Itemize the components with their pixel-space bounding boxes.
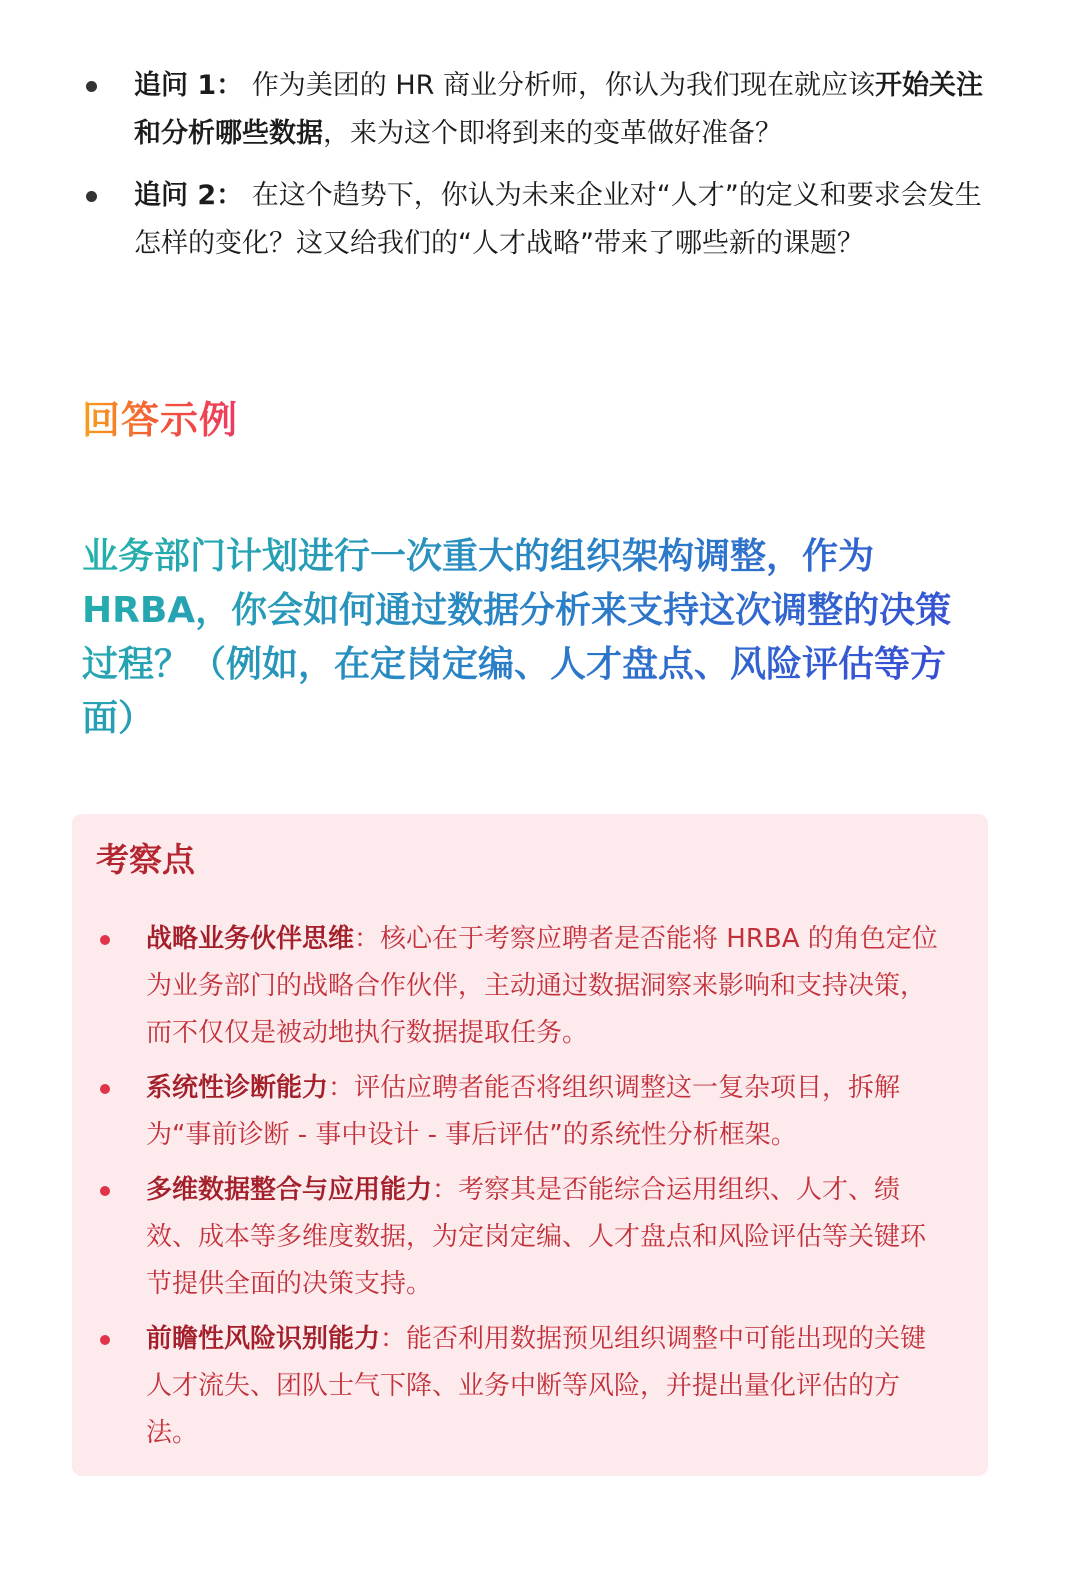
bullet-icon [100, 1335, 110, 1345]
point-text: ：核心在于考察应聘者是否能将 HRBA 的角色定位为业务部门的战略合作伙伴，主动通过数据洞察来影响和支持决策，而不仅仅是被动地执行数据提取任务。 [146, 924, 938, 1048]
follow-up-label: 追问 1： [134, 70, 244, 101]
point-text: ：能否利用数据预见组织调整中可能出现的关键人才流失、团队士气下降、业务中断等风险，并提出量化评估的方法。 [146, 1324, 927, 1448]
assessment-point [98, 1167, 948, 1308]
assessment-points-card [72, 814, 988, 1476]
point-text: ：评估应聘者能否将组织调整这一复杂项目，拆解为“事前诊断 - 事中设计 - 事后评估”的系统性分析框架。 [146, 1073, 901, 1150]
assessment-points-list [98, 916, 948, 1465]
assessment-point [98, 916, 948, 1057]
bullet-icon [86, 81, 97, 92]
point-label: 前瞻性风险识别能力 [146, 1324, 381, 1354]
bullet-icon [100, 935, 110, 945]
interview-question: 业务部门计划进行一次重大的组织架构调整，作为 HRBA，你会如何通过数据分析来支持这次调整的决策过程？（例如，在定岗定编、人才盘点、风险评估等方面） [82, 530, 982, 746]
follow-up-item [86, 172, 986, 268]
section-title: 回答示例 [82, 392, 238, 448]
follow-up-item [86, 62, 986, 158]
follow-up-text: 在这个趋势下，你认为未来企业对“人才”的定义和要求会发生怎样的变化？这又给我们的“人才战略”带来了哪些新的课题？ [134, 180, 982, 259]
follow-up-label: 追问 2： [134, 180, 244, 211]
follow-up-text-end: ，来为这个即将到来的变革做好准备？ [323, 118, 782, 149]
point-label: 战略业务伙伴思维 [146, 924, 355, 954]
assessment-point [98, 1316, 948, 1457]
point-text: ：考察其是否能综合运用组织、人才、绩效、成本等多维度数据，为定岗定编、人才盘点和风险评估等关键环节提供全面的决策支持。 [146, 1175, 927, 1299]
point-label: 系统性诊断能力 [146, 1073, 329, 1103]
bullet-icon [100, 1084, 110, 1094]
follow-up-emphasis: 开始关注和分析哪些数据 [134, 70, 984, 149]
bullet-icon [100, 1186, 110, 1196]
follow-up-questions [86, 62, 986, 282]
point-label: 多维数据整合与应用能力 [146, 1175, 433, 1205]
follow-up-text: 作为美团的 HR 商业分析师，你认为我们现在就应该 [251, 70, 876, 101]
card-title: 考察点 [96, 840, 195, 879]
assessment-point [98, 1065, 948, 1159]
bullet-icon [86, 191, 97, 202]
